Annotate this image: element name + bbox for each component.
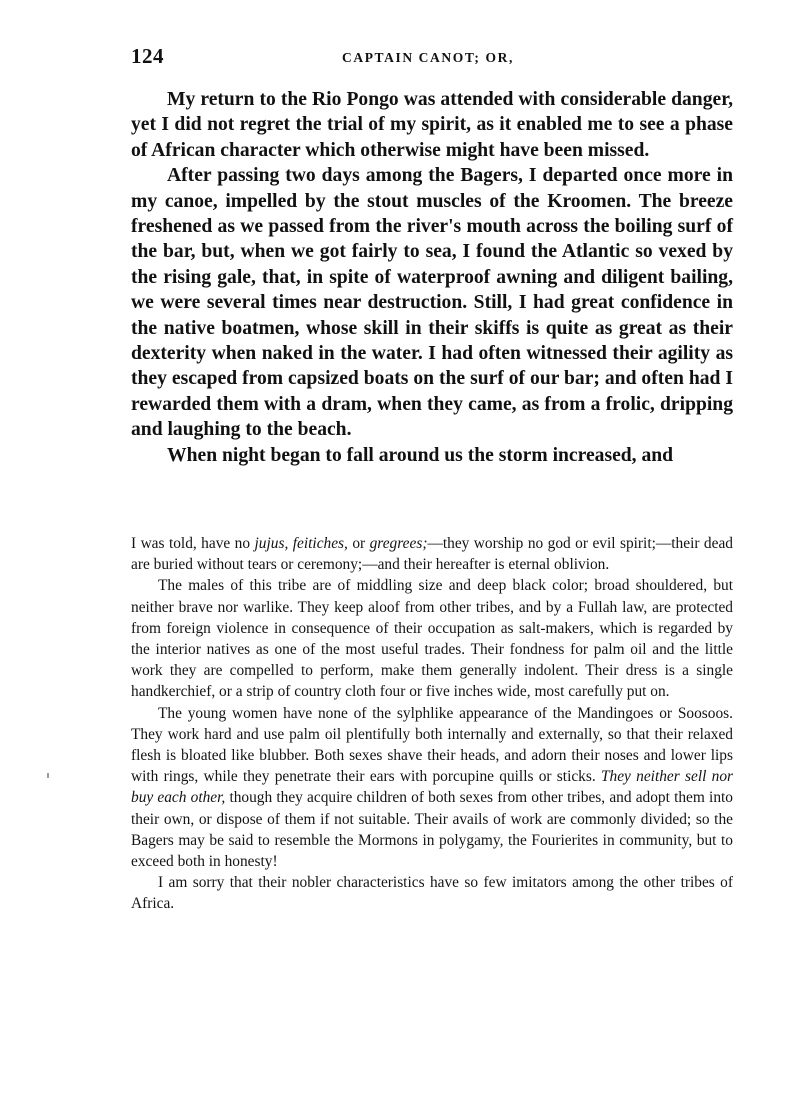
footnote-text: or [347,535,370,552]
footnote-italic-text: gregrees; [369,535,428,552]
running-head [131,44,733,74]
margin-speck [47,773,49,778]
page-number: 124 [131,44,164,68]
footnote-paragraph [131,703,733,873]
footnote-text: though they acquire children of both sexes from other tribes, and adopt them into their own, or dispose of them if not suitable. Their avails of work are commonly divided; so the Bagers may be said to resemble the Mormons in polygamy, the Fourierites in community, but to exceed both in honesty! [131,789,733,871]
running-title: CAPTAIN CANOT; OR, [342,50,514,65]
footnote-text: I was told, have no [131,535,255,552]
footnote [131,533,733,915]
footnote-italic-text: jujus, feitiches, [254,535,348,552]
footnote-text: —they worship no god or evil spirit;—their dead are buried without tears or ceremony;—and their hereafter is eternal oblivion. [131,535,733,574]
body-paragraph: My return to the Rio Pongo was attended with considerable danger, yet I did not regret the trial of my spirit, as it enabled me to see a phase of African character which otherwise might have been missed. [131,89,733,161]
footnote-paragraph [131,533,733,575]
body-paragraph: After passing two days among the Bagers, I departed once more in my canoe, impelled by the stout muscles of the Kroomen. The breeze freshened as we passed from the river's mouth across the boiling surf of the bar, but, when we got fairly to sea, I found the Atlantic so vexed by the rising gale, that, in spite of waterproof awning and diligent bailing, we were several times near destruction. Still, I had great confidence in the native boatmen, whose skill in their skiffs is quite as great as their dexterity when naked in the water. I had often witnessed their agility as they escaped from capsized boats on the surf of our bar; and often had I rewarded them with a dram, when they came, as from a frolic, dripping and laughing to the beach. [131,165,733,441]
footnote-paragraph: The males of this tribe are of middling size and deep black color; broad shouldered, but neither brave nor warlike. They keep aloof from other tribes, and by a Fullah law, are protected from foreign violence in consequence of their occupation as salt-makers, which is regarded by the interior natives as one of the most useful trades. Their fondness for palm oil and the little work they are compelled to perform, make them generally indolent. Their dress is a single handkerchief, or a strip of country cloth four or five inches wide, most carefully put on. [131,577,733,701]
main-text [131,87,733,468]
body-paragraph: When night began to fall around us the storm increased, and [167,444,674,466]
footnote-paragraph: I am sorry that their nobler characteristics have so few imitators among the other tribes of Africa. [131,874,733,913]
footnote-italic-text: They neither sell nor buy each other, [131,768,734,807]
footnote-text: The young women have none of the sylphlike appearance of the Mandingoes or Soosoos. They work hard and use palm oil plentifully both internally and externally, so that their relaxed flesh is bloated like blubber. Both sexes shave their heads, and adorn their noses and lower lips with rings, while they penetrate their ears with porcupine quills or sticks. [131,704,733,786]
